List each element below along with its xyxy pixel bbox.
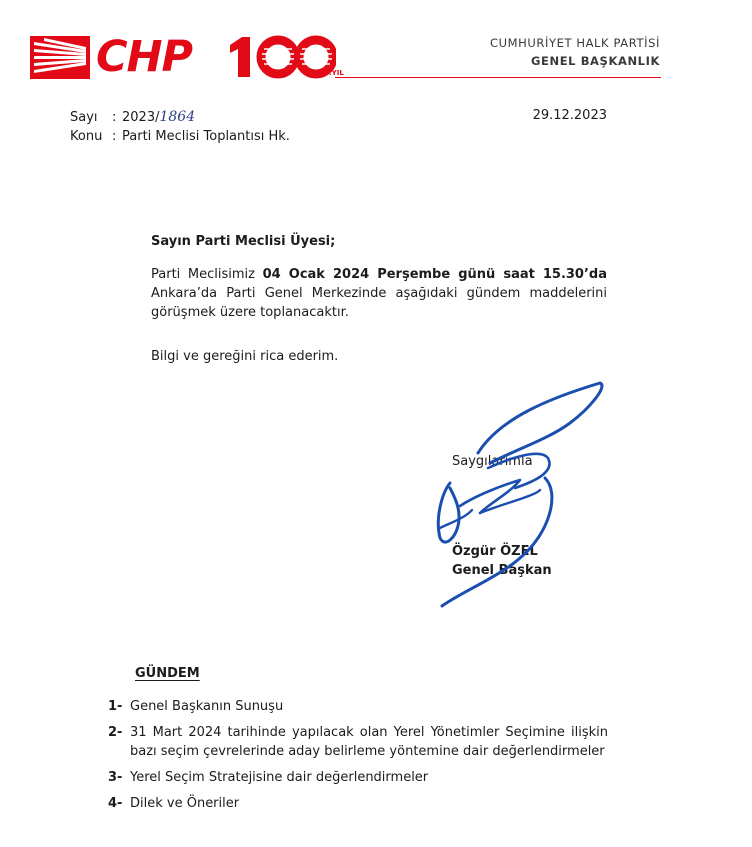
agenda-item-number: 4- [108, 796, 123, 811]
logo-yil-text: .YIL [329, 69, 344, 77]
agenda-item-text: Dilek ve Öneriler [130, 796, 240, 811]
regards-text: Saygılarımla [452, 454, 533, 469]
logo-chp-text: CHP [96, 32, 193, 82]
signer-block [452, 542, 552, 580]
sayi-label: Sayı [70, 110, 98, 125]
konu-row [70, 127, 290, 146]
chp-logo [30, 32, 344, 83]
letter-date: 29.12.2023 [532, 108, 607, 123]
list-item [108, 794, 608, 813]
sayi-handwritten-number: 1864 [159, 109, 196, 125]
body-paragraph [151, 265, 607, 322]
list-item [108, 768, 608, 787]
agenda-item-text: Yerel Seçim Stratejisine dair değerlendirmeler [130, 770, 429, 785]
agenda-item-number: 3- [108, 770, 123, 785]
header-divider [335, 77, 661, 78]
agenda-item-text: 31 Mart 2024 tarihinde yapılacak olan Yerel Yönetimler Seçimine ilişkin bazı seçim çevrelerinde aday belirleme yöntemine dair değerlendirmeler [130, 725, 608, 759]
party-name: CUMHURİYET HALK PARTİSİ [489, 36, 660, 50]
konu-separator: : [112, 129, 117, 144]
body-text-part2: Ankara’da Parti Genel Merkezinde aşağıdaki gündem maddelerini görüşmek üzere toplanacaktır. [151, 286, 607, 320]
agenda-item-number: 2- [108, 725, 123, 740]
agenda-title: GÜNDEM [135, 666, 200, 681]
list-item [108, 697, 608, 716]
agenda-item-text: Genel Başkanın Sunuşu [130, 699, 284, 714]
signer-name: Özgür ÖZEL [452, 544, 538, 559]
six-arrows-emblem-icon [30, 36, 90, 79]
konu-value: Parti Meclisi Toplantısı Hk. [122, 129, 290, 144]
sayi-row [70, 108, 290, 127]
sayi-prefix: 2023/ [122, 110, 160, 125]
party-office: GENEL BAŞKANLIK [530, 54, 660, 68]
body-text-bold: 04 Ocak 2024 Perşembe günü saat 15.30’da [262, 267, 607, 282]
signer-title: Genel Başkan [452, 563, 552, 578]
letter-meta [70, 108, 290, 146]
logo-100-graphic [226, 35, 336, 79]
salutation: Sayın Parti Meclisi Üyesi; [151, 234, 336, 249]
sayi-separator: : [112, 110, 117, 125]
closing-line: Bilgi ve gereğini rica ederim. [151, 349, 339, 364]
body-text-part1: Parti Meclisimiz [151, 267, 263, 282]
agenda-item-number: 1- [108, 699, 123, 714]
agenda-list [108, 697, 608, 820]
list-item [108, 723, 608, 761]
konu-label: Konu [70, 129, 103, 144]
